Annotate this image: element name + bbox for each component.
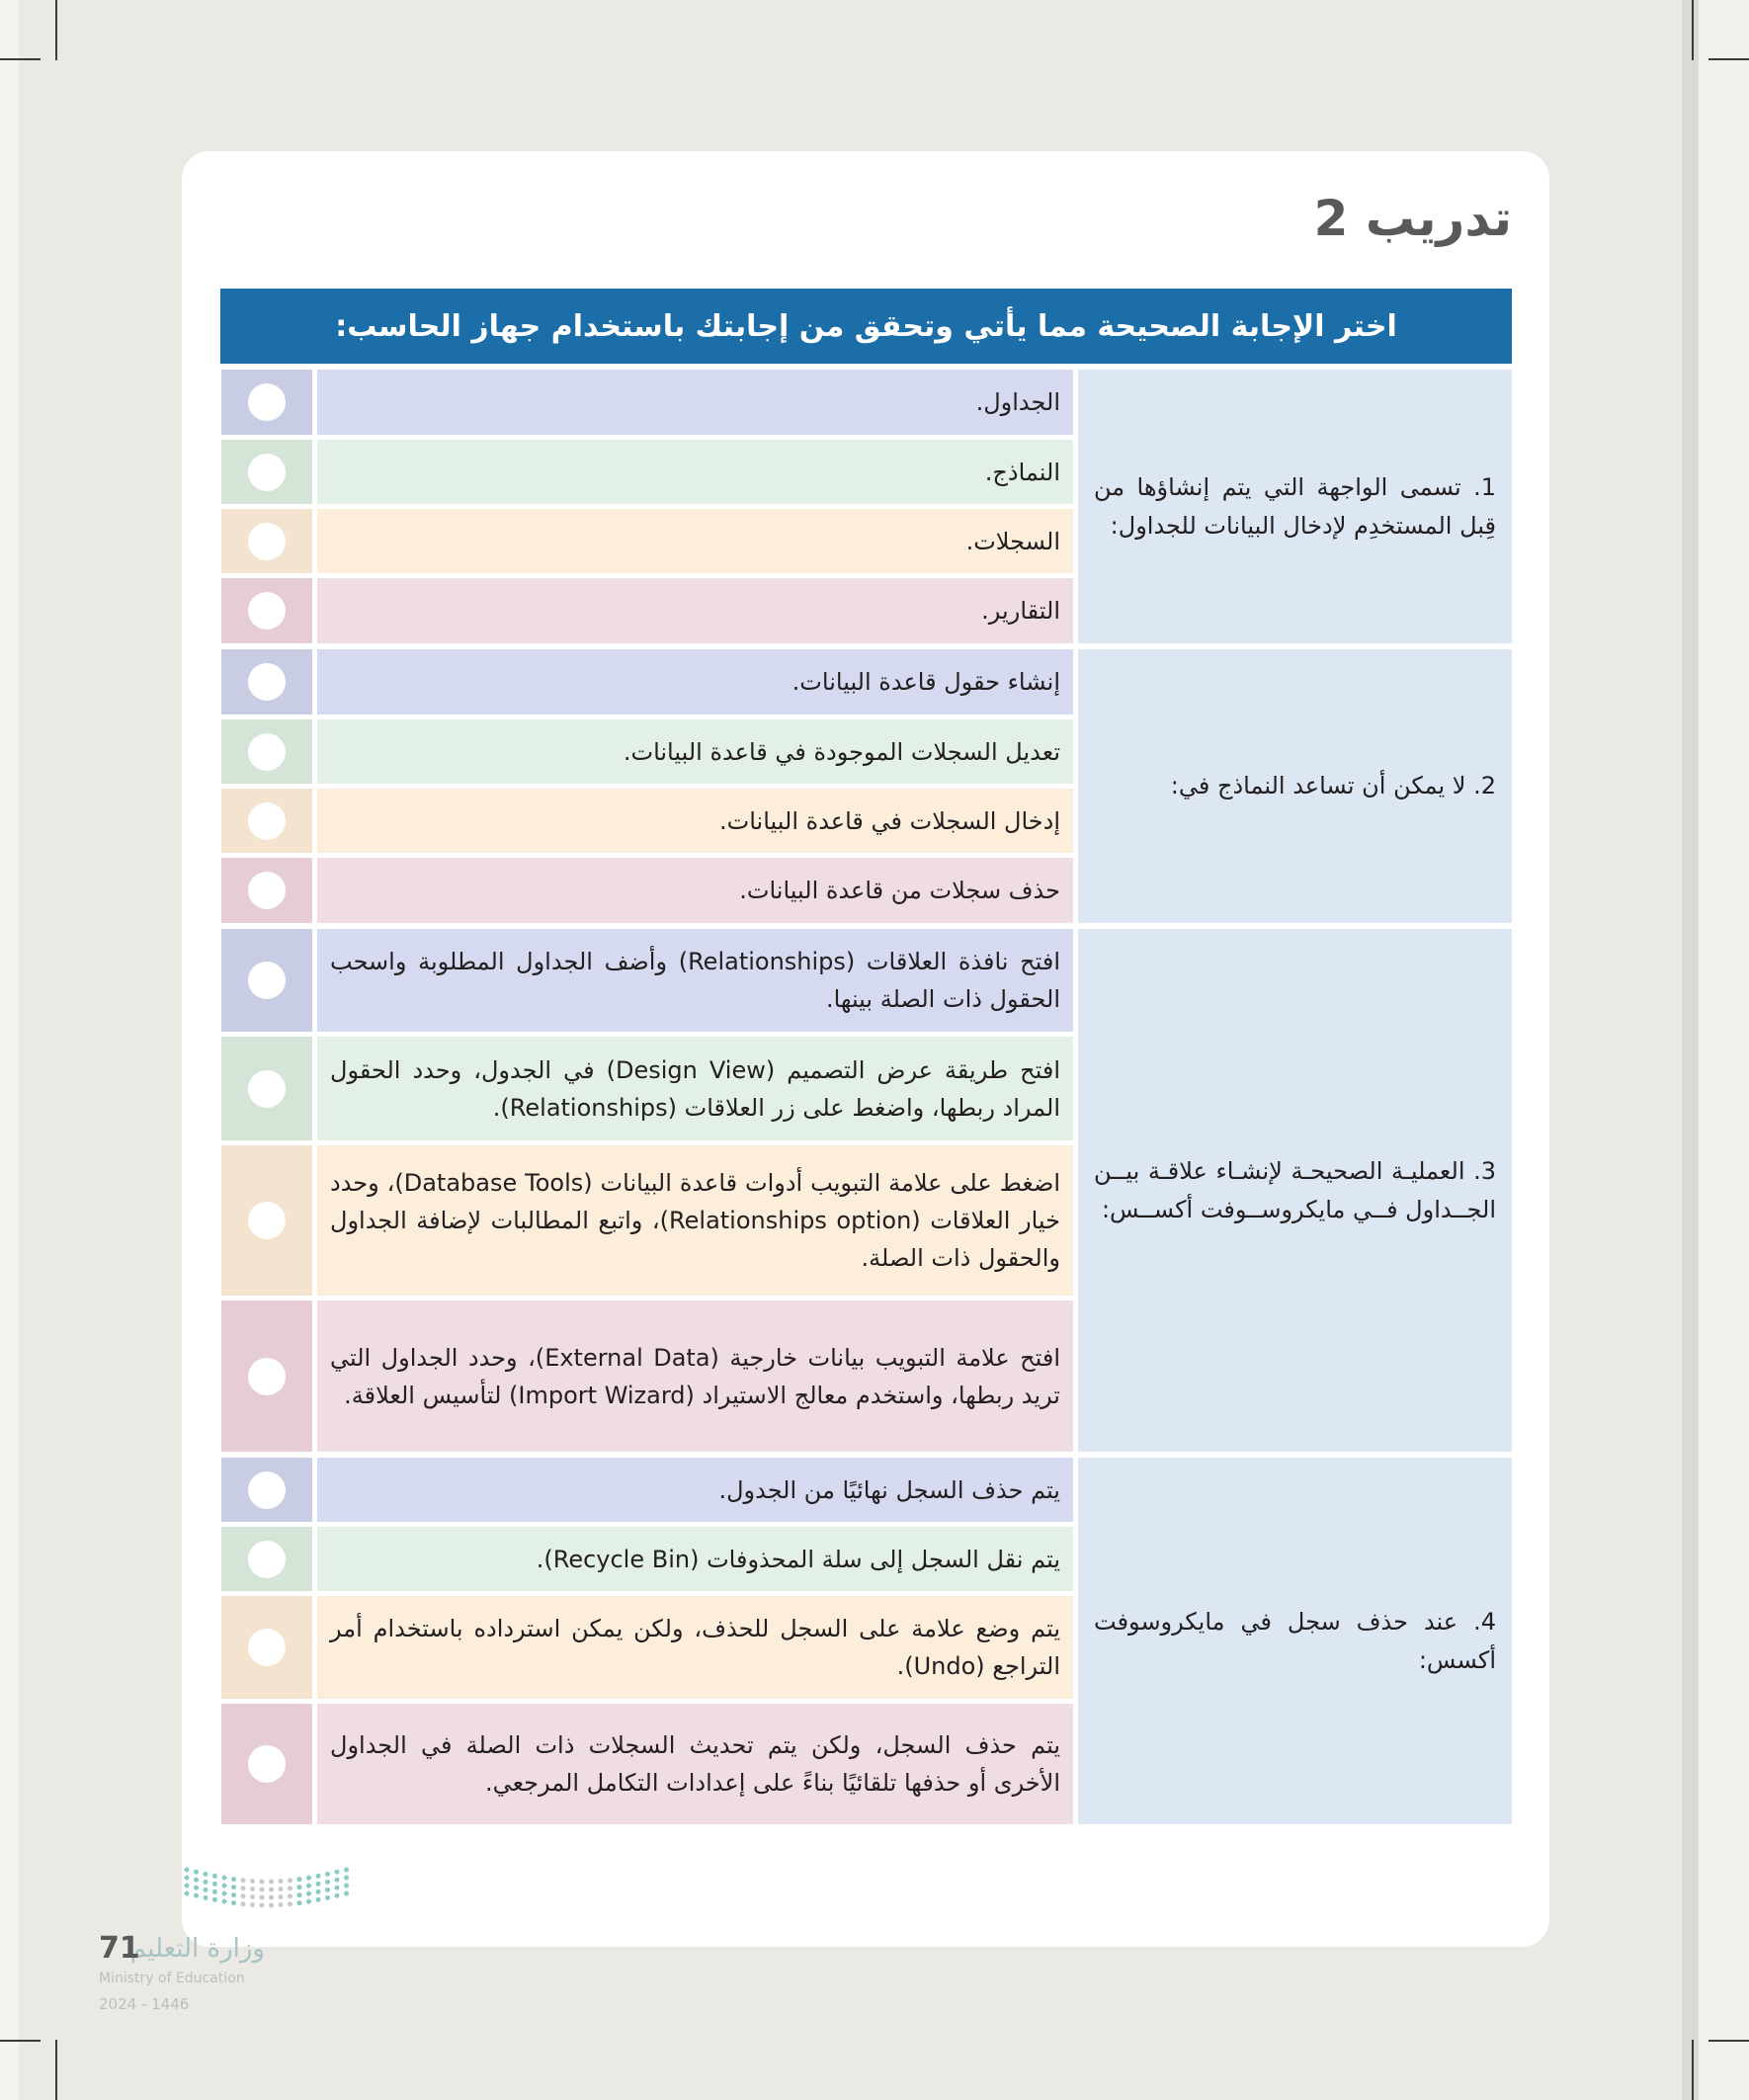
ministry-name-arabic: وزارة التعليم (129, 1934, 265, 1964)
logo-dot (269, 1902, 274, 1907)
answer-choice-circle[interactable] (248, 1202, 286, 1239)
option-cell (317, 1037, 1073, 1140)
option-marker-cell (221, 1145, 312, 1296)
question-3 (220, 929, 1512, 1452)
option-marker-cell (221, 440, 312, 504)
question-3-cell (1078, 929, 1512, 1452)
question-2-options (221, 649, 1073, 923)
logo-dot (204, 1872, 208, 1877)
crop-mark (55, 0, 57, 60)
option-text: اضغط على علامة التبويب أدوات قاعدة البيانات (Database Tools)، وحدد خيار العلاقات (Relationships option)، واتبع المطالبات لإضافة الجداول والحقول ذات الصلة. (330, 1169, 1060, 1272)
logo-dot (204, 1880, 208, 1885)
logo-dot (231, 1885, 236, 1890)
logo-dot (212, 1874, 217, 1879)
q3-option-4 (221, 1301, 1073, 1452)
answer-choice-circle[interactable] (248, 1541, 286, 1578)
question-2 (220, 649, 1512, 923)
option-cell (317, 858, 1073, 923)
answer-choice-circle[interactable] (248, 454, 286, 491)
logo-dot (344, 1868, 349, 1873)
logo-dot (260, 1902, 265, 1907)
option-marker-cell (221, 1458, 312, 1522)
logo-dot (241, 1886, 246, 1890)
crop-mark (1692, 0, 1694, 60)
logo-dot (344, 1891, 349, 1896)
option-text: يتم حذف السجل، ولكن يتم تحديث السجلات ذات الصلة في الجداول الأخرى أو حذفها تلقائيًا بناءً على إعدادات التكامل المرجعي. (330, 1731, 1060, 1797)
answer-choice-circle[interactable] (248, 1070, 286, 1108)
logo-dot (250, 1887, 255, 1891)
option-text: التقارير. (981, 597, 1060, 625)
option-text: السجلات. (965, 527, 1060, 555)
logo-dot (335, 1870, 340, 1875)
logo-dot (212, 1897, 217, 1902)
answer-choice-circle[interactable] (248, 383, 286, 421)
logo-dot (316, 1874, 321, 1879)
logo-dot (288, 1893, 292, 1898)
question-4-cell (1078, 1458, 1512, 1824)
question-2-cell (1078, 649, 1512, 923)
option-text: يتم حذف السجل نهائيًا من الجدول. (718, 1475, 1060, 1504)
option-marker-cell (221, 1527, 312, 1591)
ministry-logo-icon (182, 1858, 352, 1919)
logo-dot (335, 1893, 340, 1898)
option-text: النماذج. (984, 458, 1060, 486)
question-table (220, 370, 1512, 1824)
logo-dot (250, 1879, 255, 1884)
answer-choice-circle[interactable] (248, 962, 286, 999)
instruction-bar (220, 289, 1512, 364)
logo-dot (325, 1888, 330, 1892)
option-marker-cell (221, 789, 312, 853)
option-cell (317, 789, 1073, 853)
logo-dot (250, 1902, 255, 1907)
logo-dot (279, 1902, 284, 1907)
option-text: إدخال السجلات في قاعدة البيانات. (719, 806, 1060, 835)
logo-dot (316, 1897, 321, 1902)
option-cell (317, 649, 1073, 714)
option-cell (317, 578, 1073, 643)
q3-option-2 (221, 1037, 1073, 1140)
option-cell (317, 929, 1073, 1032)
option-marker-cell (221, 1596, 312, 1699)
logo-dot (260, 1894, 265, 1899)
logo-dot (241, 1893, 246, 1898)
logo-dot (279, 1887, 284, 1891)
question-1-options (221, 370, 1073, 643)
crop-mark (0, 2040, 41, 2042)
logo-dot (335, 1878, 340, 1883)
logo-dot (325, 1895, 330, 1900)
q2-option-1 (221, 649, 1073, 714)
crop-mark (1692, 2040, 1694, 2100)
page-edge-strip-left (0, 0, 19, 2100)
logo-dot (260, 1887, 265, 1891)
logo-dot (194, 1878, 199, 1883)
logo-dot (231, 1877, 236, 1882)
logo-dot (250, 1894, 255, 1899)
option-cell (317, 1527, 1073, 1591)
option-cell (317, 1596, 1073, 1699)
answer-choice-circle[interactable] (248, 1629, 286, 1666)
answer-choice-circle[interactable] (248, 802, 286, 840)
answer-choice-circle[interactable] (248, 872, 286, 909)
q3-option-1 (221, 929, 1073, 1032)
option-marker-cell (221, 509, 312, 573)
option-text: افتح علامة التبويب بيانات خارجية (External Data)، وحدد الجداول التي تريد ربطها، واستخدم معالج الاستيراد (Import Wizard) لتأسيس العلاقة. (330, 1343, 1061, 1409)
logo-dot (222, 1899, 227, 1904)
question-4 (220, 1458, 1512, 1824)
answer-choice-circle[interactable] (248, 1358, 286, 1395)
logo-dot (185, 1868, 190, 1873)
logo-dot (279, 1894, 284, 1899)
logo-dot (297, 1900, 302, 1905)
page-edge-band-right (1682, 0, 1699, 2100)
option-text: تعديل السجلات الموجودة في قاعدة البيانات. (623, 737, 1060, 766)
logo-dot (269, 1887, 274, 1891)
logo-dot (231, 1900, 236, 1905)
q4-option-4 (221, 1704, 1073, 1824)
question-3-options (221, 929, 1073, 1452)
exercise-title: تدريب 2 (1313, 190, 1512, 247)
logo-dot (306, 1876, 311, 1881)
option-marker-cell (221, 649, 312, 714)
q1-option-3 (221, 509, 1073, 573)
logo-dot (222, 1876, 227, 1881)
option-cell (317, 1145, 1073, 1296)
answer-choice-circle[interactable] (248, 523, 286, 560)
question-1-text: 1. تسمى الواجهة التي يتم إنشاؤها من قِبل المستخدِم لإدخال البيانات للجداول: (1094, 472, 1496, 540)
logo-dot (204, 1888, 208, 1892)
option-text: حذف سجلات من قاعدة البيانات. (739, 877, 1060, 904)
option-cell (317, 370, 1073, 435)
q2-option-3 (221, 789, 1073, 853)
question-1-cell (1078, 370, 1512, 643)
logo-dot (194, 1870, 199, 1875)
logo-dot (306, 1891, 311, 1896)
answer-choice-circle[interactable] (248, 1745, 286, 1783)
q3-option-3 (221, 1145, 1073, 1296)
logo-dot (241, 1878, 246, 1883)
logo-dot (306, 1884, 311, 1889)
logo-dot (316, 1890, 321, 1894)
q4-option-2 (221, 1527, 1073, 1591)
logo-dot (325, 1872, 330, 1877)
q1-option-2 (221, 440, 1073, 504)
logo-dot (288, 1901, 292, 1906)
q1-option-1 (221, 370, 1073, 435)
logo-dot (325, 1880, 330, 1885)
logo-dot (344, 1876, 349, 1881)
logo-dot (231, 1892, 236, 1897)
q4-option-1 (221, 1458, 1073, 1522)
option-marker-cell (221, 370, 312, 435)
logo-dot (279, 1879, 284, 1884)
option-text: يتم وضع علامة على السجل للحذف، ولكن يمكن استرداده باستخدام أمر التراجع (Undo). (330, 1615, 1060, 1680)
question-4-options (221, 1458, 1073, 1824)
logo-dot (185, 1884, 190, 1889)
logo-dot (204, 1895, 208, 1900)
logo-dot (288, 1878, 292, 1883)
question-2-text: 2. لا يمكن أن تساعد النماذج في: (1170, 772, 1496, 799)
q2-option-2 (221, 719, 1073, 784)
logo-dot (344, 1884, 349, 1889)
option-text: يتم نقل السجل إلى سلة المحذوفات (Recycle Bin). (536, 1545, 1060, 1573)
answer-choice-circle[interactable] (248, 1471, 286, 1509)
option-marker-cell (221, 578, 312, 643)
logo-dot (185, 1891, 190, 1896)
logo-dot (222, 1884, 227, 1889)
option-cell (317, 1301, 1073, 1452)
logo-dot (185, 1876, 190, 1881)
option-cell (317, 719, 1073, 784)
option-marker-cell (221, 929, 312, 1032)
logo-dot (194, 1893, 199, 1898)
edition-year: 2024 - 1446 (99, 1995, 190, 2013)
option-marker-cell (221, 1301, 312, 1452)
crop-mark (1708, 2040, 1749, 2042)
answer-choice-circle[interactable] (248, 663, 286, 701)
ministry-name-english: Ministry of Education (99, 1971, 245, 1986)
answer-choice-circle[interactable] (248, 733, 286, 771)
q1-option-4 (221, 578, 1073, 643)
logo-dot (297, 1892, 302, 1897)
answer-choice-circle[interactable] (248, 592, 286, 630)
logo-dot (212, 1882, 217, 1887)
instruction-text: اختر الإجابة الصحيحة مما يأتي وتحقق من إجابتك باستخدام جهاز الحاسب: (335, 308, 1397, 344)
option-marker-cell (221, 1704, 312, 1824)
question-1 (220, 370, 1512, 643)
option-text: إنشاء حقول قاعدة البيانات. (791, 668, 1060, 696)
option-cell (317, 440, 1073, 504)
option-marker-cell (221, 858, 312, 923)
question-4-text: 4. عند حذف سجل في مايكروسوفت أكسس: (1094, 1607, 1496, 1674)
option-text: الجداول. (975, 388, 1060, 416)
question-3-text: 3. العمليـة الصحيحـة لإنشـاء علاقـة بيــن الجــداول فــي مايكروســوفت أكســس: (1094, 1156, 1496, 1223)
logo-dot (194, 1886, 199, 1890)
logo-dot (222, 1891, 227, 1896)
option-cell (317, 1704, 1073, 1824)
logo-dot (335, 1886, 340, 1890)
option-marker-cell (221, 719, 312, 784)
option-text: افتح نافذة العلاقات (Relationships) وأضف الجداول المطلوبة واسحب الحقول ذات الصلة بينها. (330, 948, 1061, 1013)
logo-dot (297, 1885, 302, 1890)
logo-dot (316, 1882, 321, 1887)
logo-dot (297, 1877, 302, 1882)
crop-mark (1708, 58, 1749, 60)
logo-dot (306, 1899, 311, 1904)
option-marker-cell (221, 1037, 312, 1140)
logo-dot (288, 1886, 292, 1890)
q4-option-3 (221, 1596, 1073, 1699)
option-cell (317, 1458, 1073, 1522)
logo-dot (241, 1901, 246, 1906)
logo-dot (269, 1894, 274, 1899)
page-number: 71 (99, 1931, 140, 1966)
logo-dot (212, 1890, 217, 1894)
page-edge-strip-right (1699, 0, 1749, 2100)
crop-mark (0, 58, 41, 60)
logo-dot (269, 1879, 274, 1884)
option-cell (317, 509, 1073, 573)
q2-option-4 (221, 858, 1073, 923)
crop-mark (55, 2040, 57, 2100)
logo-dot (260, 1879, 265, 1884)
option-text: افتح طريقة عرض التصميم (Design View) في الجدول، وحدد الحقول المراد ربطها، واضغط على زر العلاقات (Relationships). (330, 1055, 1060, 1122)
